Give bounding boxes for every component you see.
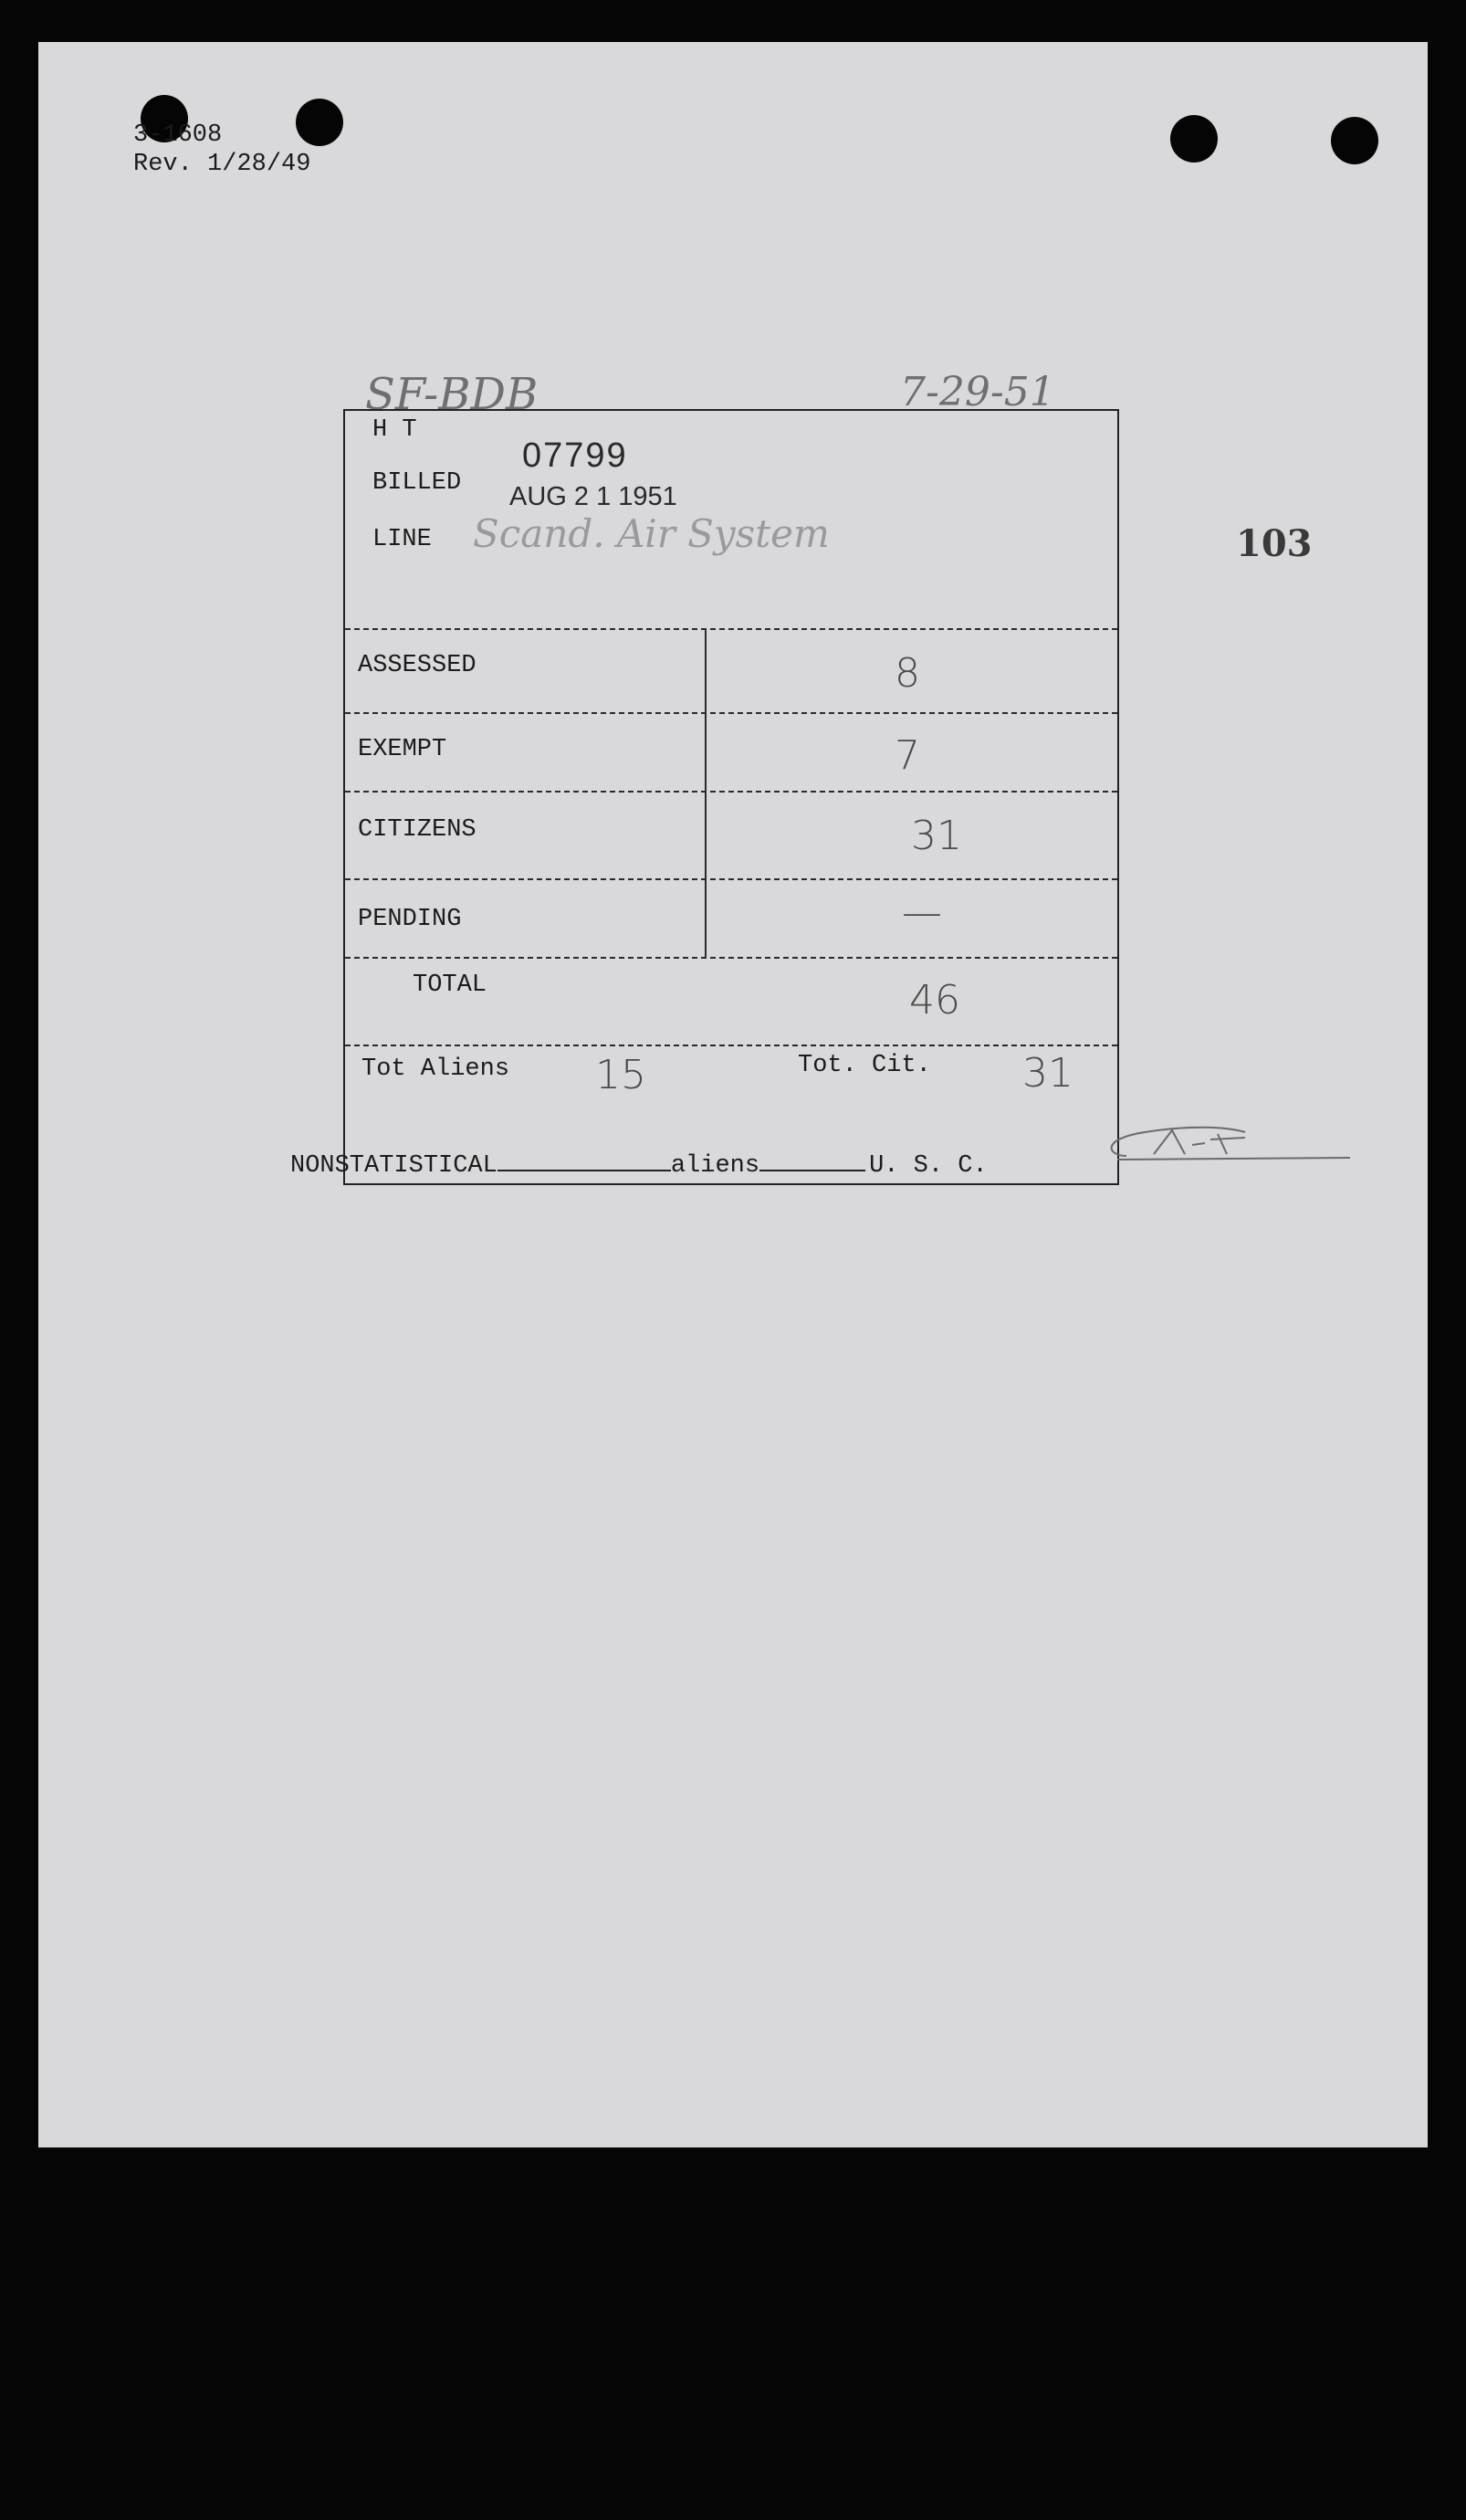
punch-hole-4 [1331,117,1378,164]
tot-aliens-value: 15 [595,1052,646,1098]
nonstatistical-line [290,1152,988,1180]
column-divider [705,628,707,957]
row-value-assessed: 8 [895,650,920,697]
office-code-handwritten: SF-BDB [365,369,539,420]
divider-header [345,628,1117,630]
usc-label: U. S. C. [869,1152,988,1180]
divider-row-2 [345,791,1117,793]
tally-form [343,409,1119,1185]
form-number [133,121,310,179]
punch-hole-3 [1170,115,1218,163]
divider-total [345,1045,1117,1046]
aliens-blank [759,1170,865,1171]
form-revision-text: Rev. 1/28/49 [133,151,311,178]
stamp-number: 07799 [522,436,628,475]
row-value-citizens: 31 [911,813,962,859]
tot-cit-label: Tot. Cit. [798,1052,931,1079]
row-value-exempt: 7 [895,732,920,779]
document-page [38,42,1428,2147]
nonstatistical-label: NONSTATISTICAL [290,1152,497,1180]
divider-row-3 [345,878,1117,880]
initials-signature [1090,1101,1355,1174]
total-value: 46 [909,977,960,1024]
form-number-text: 3-1608 [133,121,223,149]
row-value-pending: — [902,889,942,936]
page-number: 103 [1236,522,1313,565]
billed-label: BILLED [372,469,462,497]
row-label-pending: PENDING [358,906,462,933]
line-name-handwritten: Scand. Air System [473,511,830,556]
aliens-label: aliens [670,1152,760,1180]
divider-row-4 [345,957,1117,959]
row-label-citizens: CITIZENS [358,816,476,844]
date-handwritten: 7-29-51 [900,369,1055,415]
line-label: LINE [372,526,432,553]
stamp-date: AUG 2 1 1951 [509,482,677,511]
divider-row-1 [345,712,1117,714]
ht-label: H T [372,416,417,444]
nonstatistical-blank [497,1170,671,1171]
row-label-exempt: EXEMPT [358,736,447,763]
row-label-assessed: ASSESSED [358,652,476,679]
tot-aliens-label: Tot Aliens [361,1055,510,1083]
tot-cit-value: 31 [1022,1050,1073,1097]
total-label: TOTAL [413,971,487,999]
